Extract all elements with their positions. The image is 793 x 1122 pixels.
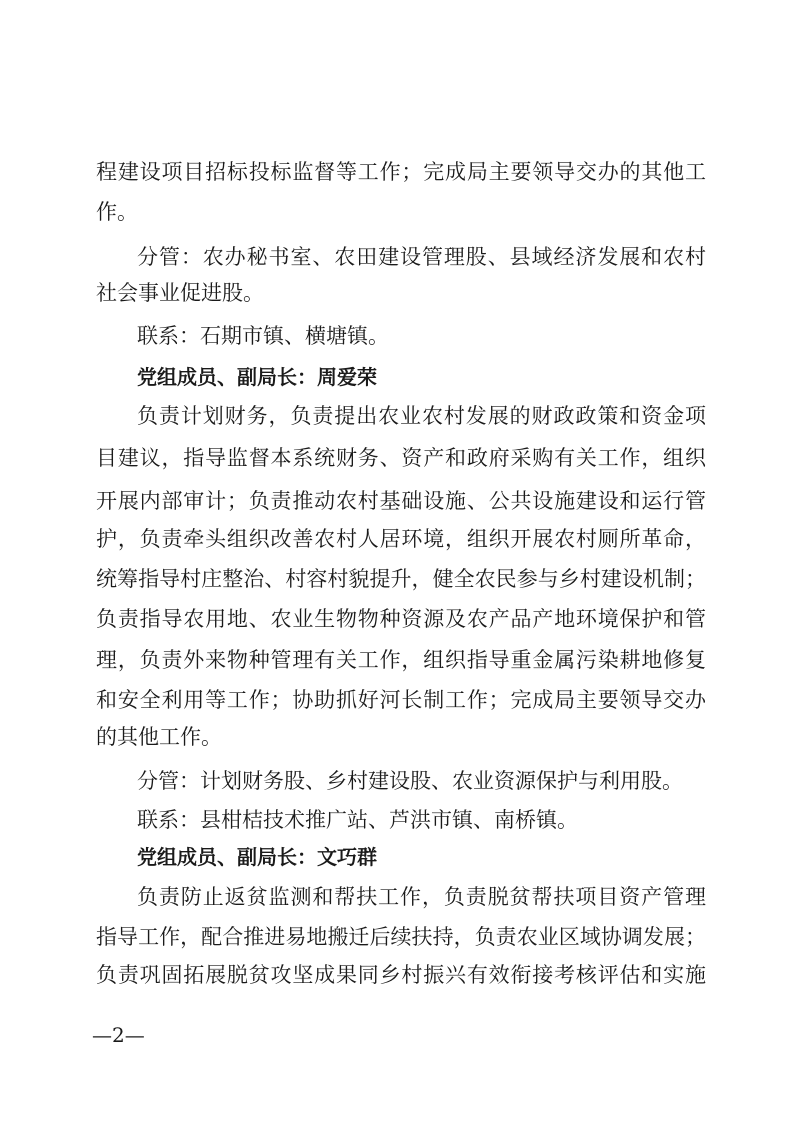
- paragraph-line: 社会事业促进股。: [96, 281, 264, 305]
- paragraph-line: 负责计划财务，负责提出农业农村发展的财政政策和资金项: [137, 404, 706, 428]
- paragraph-line: 目建议，指导监督本系统财务、资产和政府采购有关工作，组织: [96, 446, 706, 470]
- paragraph-line: 分管：计划财务股、乡村建设股、农业资源保护与利用股。: [137, 769, 683, 793]
- paragraph-line: 程建设项目招标投标监督等工作；完成局主要领导交办的其他工: [96, 160, 706, 184]
- paragraph-line: 负责防止返贫监测和帮扶工作，负责脱贫帮扶项目资产管理: [137, 885, 706, 909]
- paragraph-line: 的其他工作。: [96, 725, 222, 749]
- section-heading: 党组成员、副局长：文巧群: [137, 845, 377, 869]
- paragraph-line: 负责指导农用地、农业生物物种资源及农产品产地环境保护和管: [96, 607, 706, 631]
- paragraph-line: 分管：农办秘书室、农田建设管理股、县域经济发展和农村: [137, 245, 706, 269]
- paragraph-line: 统筹指导村庄整治、村容村貌提升，健全农民参与乡村建设机制；: [96, 567, 706, 591]
- paragraph-line: 作。: [96, 200, 138, 224]
- paragraph-line: 联系：石期市镇、横塘镇。: [137, 324, 389, 348]
- paragraph-line: 指导工作，配合推进易地搬迁后续扶持，负责农业区域协调发展；: [96, 925, 706, 949]
- paragraph-line: 护，负责牵头组织改善农村人居环境，组织开展农村厕所革命，: [96, 527, 706, 551]
- paragraph-line: 开展内部审计；负责推动农村基础设施、公共设施建设和运行管: [96, 489, 706, 513]
- paragraph-line: 负责巩固拓展脱贫攻坚成果同乡村振兴有效衔接考核评估和实施: [96, 963, 706, 987]
- paragraph-line: 理，负责外来物种管理有关工作，组织指导重金属污染耕地修复: [96, 648, 706, 672]
- paragraph-line: 和安全利用等工作；协助抓好河长制工作；完成局主要领导交办: [96, 688, 706, 712]
- page-number: —2—: [92, 1023, 145, 1047]
- section-heading: 党组成员、副局长：周爱荣: [137, 365, 377, 389]
- paragraph-line: 联系：县柑桔技术推广站、芦洪市镇、南桥镇。: [137, 808, 578, 832]
